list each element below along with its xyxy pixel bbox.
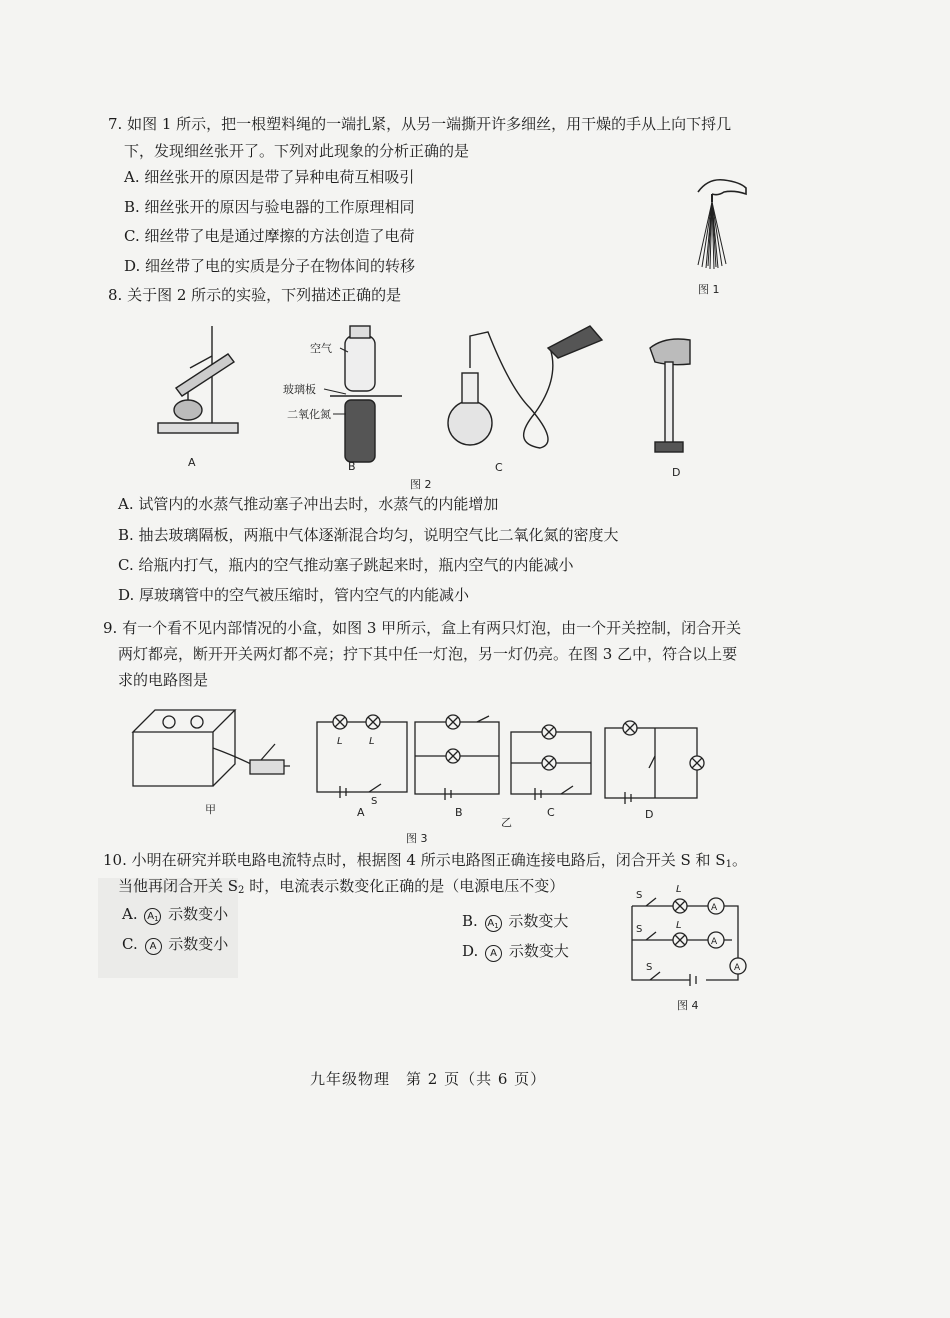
q10-line1-end: 。	[731, 851, 747, 869]
figure-2-caption: 图 2	[410, 478, 432, 491]
q10-option-b	[462, 911, 568, 932]
figure-4-label-l1: L	[676, 920, 682, 931]
figure-3-circuit-d	[605, 721, 704, 804]
q10-option-c-prefix: C.	[122, 935, 138, 953]
figure-3-label-b: B	[455, 806, 463, 819]
figure-2b-gas-bottles	[330, 326, 402, 462]
q10-option-b-prefix: B.	[462, 912, 478, 930]
figure-2-label-d: D	[672, 466, 681, 479]
ammeter-a1-sub-b: 1	[494, 922, 499, 930]
label-no2: 二氧化氮	[287, 408, 331, 421]
figure-3-l1-a: L	[337, 736, 343, 747]
figure-4-parallel-circuit	[622, 880, 754, 992]
figure-2-label-c: C	[495, 461, 503, 474]
q10-option-a	[122, 904, 228, 925]
figure-1-caption: 图 1	[698, 283, 720, 296]
figure-3-caption: 图 3	[406, 832, 428, 845]
ammeter-a1-letter-b: A	[487, 918, 495, 929]
q7-option-b: B. 细丝张开的原因与验电器的工作原理相同	[124, 198, 415, 216]
q10-line2	[118, 876, 564, 901]
q9-line2: 两灯都亮，断开开关两灯都不亮；拧下其中任一灯泡，另一灯仍亮。在图 3 乙中，符合以上要	[118, 645, 738, 663]
q8-option-d: D. 厚玻璃管中的空气被压缩时，管内空气的内能减小	[118, 586, 470, 604]
q7-option-a: A. 细丝张开的原因是带了异种电荷互相吸引	[124, 168, 415, 186]
figure-3-label-jia: 甲	[205, 803, 216, 816]
figure-3-circuits	[125, 708, 715, 843]
figure-3-circuit-c	[511, 725, 591, 800]
q10-line1-text: 10. 小明在研究并联电路电流特点时，根据图 4 所示电路图正确连接电路后，闭合开关 S 和 S	[103, 851, 726, 869]
figure-3-l2-a: L	[369, 736, 375, 747]
q10-line2-text-a: 当他再闭合开关 S	[118, 877, 239, 895]
ammeter-a1-sub: 1	[154, 915, 159, 923]
figure-2d-compression-tube	[650, 339, 690, 452]
q10-option-b-text: 示数变大	[508, 912, 569, 930]
label-glass-plate: 玻璃板	[283, 383, 316, 396]
figure-4-label-a1: A	[711, 937, 718, 947]
ammeter-a1-letter: A	[147, 911, 155, 922]
q8-option-c: C. 给瓶内打气，瓶内的空气推动塞子跳起来时，瓶内空气的内能减小	[118, 556, 574, 574]
figure-3-label-d: D	[645, 808, 654, 821]
q8-option-a: A. 试管内的水蒸气推动塞子冲出去时，水蒸气的内能增加	[118, 495, 499, 513]
q7-line2: 下，发现细丝张开了。下列对此现象的分析正确的是	[124, 142, 470, 160]
figure-3-circuit-a	[317, 715, 407, 798]
q8-option-b: B. 抽去玻璃隔板，两瓶中气体逐渐混合均匀，说明空气比二氧化氮的密度大	[118, 526, 619, 544]
q7-line1: 7. 如图 1 所示，把一根塑料绳的一端扎紧，从另一端撕开许多细丝，用干燥的手从上向下捋几	[108, 115, 732, 133]
figure-3-circuit-b	[415, 715, 499, 800]
q8-stem: 8. 关于图 2 所示的实验，下列描述正确的是	[108, 286, 402, 304]
figure-1-hand-with-strands	[690, 170, 750, 275]
q10-line2-sub: 2	[238, 885, 245, 896]
figure-4-label-s: S	[646, 962, 653, 973]
q7-option-d: D. 细丝带了电的实质是分子在物体间的转移	[124, 257, 416, 275]
figure-3-label-yi: 乙	[501, 816, 512, 829]
figure-4-label-a: A	[734, 963, 741, 973]
q9-line3: 求的电路图是	[118, 671, 209, 689]
figure-2a-test-tube-stand	[158, 326, 238, 433]
figure-2-label-a: A	[188, 456, 196, 469]
figure-4-label-a2: A	[711, 903, 718, 913]
q10-option-d-text: 示数变大	[508, 942, 569, 960]
q10-line1	[103, 850, 747, 875]
figure-2-experiments	[150, 318, 710, 488]
q10-option-c-text: 示数变小	[168, 935, 229, 953]
page-footer: 九年级物理 第 2 页（共 6 页）	[310, 1070, 547, 1088]
ammeter-a-letter-d: A	[490, 948, 497, 959]
figure-4-label-s1: S	[636, 924, 643, 935]
q10-line2-text-b: 时，电流表示数变化正确的是（电源电压不变）	[244, 877, 565, 895]
ammeter-a-letter: A	[149, 941, 157, 952]
q7-option-c: C. 细丝带了电是通过摩擦的方法创造了电荷	[124, 227, 415, 245]
q9-line1: 9. 有一个看不见内部情况的小盒，如图 3 甲所示，盒上有两只灯泡，由一个开关控制，闭合开关	[103, 619, 742, 637]
ammeter-a1-icon	[144, 908, 161, 925]
label-air: 空气	[310, 342, 332, 355]
figure-3-label-c: C	[547, 806, 555, 819]
figure-3-s-a: S	[371, 796, 378, 807]
q10-option-a-text: 示数变小	[168, 905, 229, 923]
ammeter-a-icon	[145, 938, 162, 955]
q10-line1-sub: 1	[725, 859, 732, 870]
figure-2-label-b: B	[348, 460, 356, 473]
figure-4-caption: 图 4	[677, 999, 699, 1012]
q10-option-c	[122, 934, 228, 955]
ammeter-a1-icon-b	[485, 915, 502, 932]
figure-3-box	[133, 710, 290, 786]
ammeter-a-icon-d	[485, 945, 502, 962]
q10-option-d	[462, 941, 569, 962]
q10-option-a-prefix: A.	[122, 905, 138, 923]
figure-2c-flask-pump	[448, 326, 602, 448]
figure-3-label-a: A	[357, 806, 365, 819]
figure-4-label-s2: S	[636, 890, 643, 901]
q10-option-d-prefix: D.	[462, 942, 479, 960]
figure-4-label-l2: L	[676, 884, 682, 895]
